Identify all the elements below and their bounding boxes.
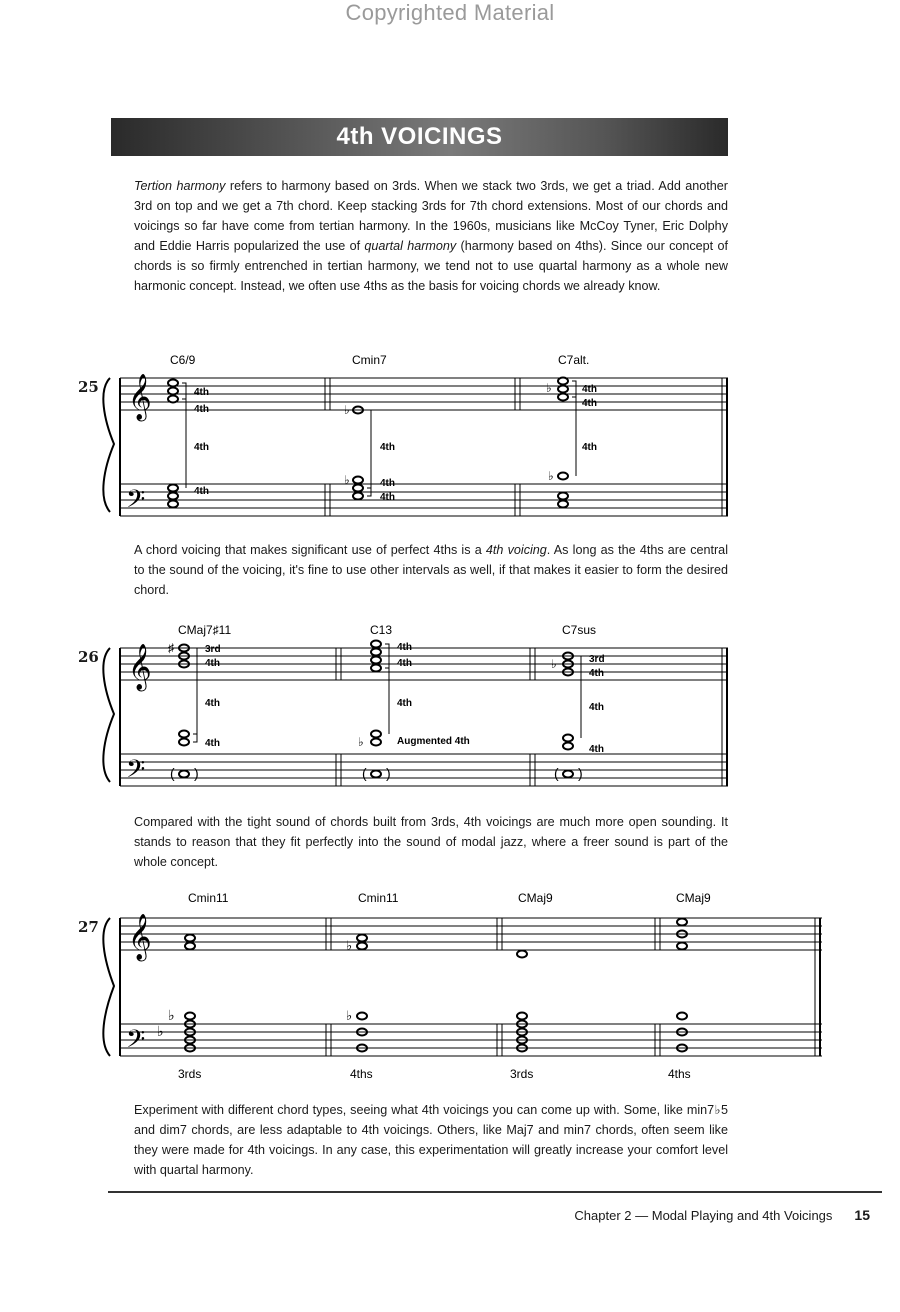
interval-label: 4th [397,642,412,653]
flat-icon: ♭ [344,403,350,417]
treble-clef-icon: 𝄞 [128,375,152,419]
interval-label: 4th [205,698,220,709]
sharp-icon: ♯ [168,641,174,655]
chord-symbol: CMaj7♯11 [178,623,232,637]
section-title-banner [111,118,728,156]
chord-symbol: CMaj9 [676,891,711,905]
paragraph-text: A chord voicing that makes significant use of perfect 4ths is a [134,543,486,557]
flat-icon: ♭ [358,735,364,749]
interval-label: 4th [194,387,209,398]
chord-symbol: Cmin11 [358,891,399,905]
interval-label: 4th [589,668,604,679]
interval-label: 4th [380,442,395,453]
interval-label: 4th [380,492,395,503]
svg-text:(: ( [170,765,175,781]
example-number-27: 27 [78,918,99,936]
interval-label: 4th [397,658,412,669]
copyright-watermark: Copyrighted Material [345,0,555,25]
paragraph-experiment: Experiment with different chord types, seeing what 4th voicings you can come up with. Some, like min7♭5 and dim7 chords, are less adaptable to 4th voicings. Others, like Maj7 and min7 chords, often seem like they were made for 4th voicings. In any case, this experimentation will greatly increase your comfort level with quartal harmony. [134,1103,728,1177]
music-example-27 [0,888,840,1088]
barlines [120,378,727,516]
bass-staff [120,1024,822,1056]
flat-icon: ♭ [548,469,554,483]
interval-label: 4th [194,404,209,415]
parentheses [170,765,583,781]
page-number: 15 [854,1207,870,1223]
key-signature-flat-icon: ♭ [168,1007,175,1023]
note-heads [179,641,573,778]
flat-icon: ♭ [346,1008,353,1023]
key-signature-flat-icon: ♭ [157,1023,164,1039]
grand-staff-brace [103,918,114,1056]
interval-brackets [182,381,576,496]
paragraph-4th-voicing [134,540,728,600]
interval-label: 4th [582,442,597,453]
interval-label: Augmented 4th [397,736,470,747]
interval-label: 3rd [205,644,221,655]
paragraph-tertian-harmony [134,176,728,296]
interval-label: 4th [589,744,604,755]
interval-brackets [193,644,581,742]
barlines [120,918,820,1056]
interval-label: 4th [194,442,209,453]
chapter-title: Chapter 2 — Modal Playing and 4th Voicings [574,1208,833,1223]
svg-text:): ) [386,765,391,781]
interval-label: 4th [582,398,597,409]
example-number-26: 26 [78,648,99,666]
bass-clef-icon: 𝄢 [126,486,146,519]
flat-icon: ♭ [546,381,552,395]
paragraph-text: (harmony based on 4ths). Since our concept of chords is so firmly entrenched in tertian harmony, we tend not to use quartal harmony as a whole new harmonic concept. Instead, we often use 4ths as the basis for voicing chords we already know. [134,239,728,293]
interval-label: 4th [205,658,220,669]
voicing-caption: 3rds [178,1067,202,1081]
svg-text:): ) [578,765,583,781]
music-example-26 [0,620,760,800]
svg-text:(: ( [362,765,367,781]
interval-label: 4th [205,738,220,749]
chord-symbol: CMaj9 [518,891,553,905]
voicing-caption: 3rds [510,1067,534,1081]
flat-icon: ♭ [346,938,353,953]
term-4th-voicing: 4th voicing [485,543,547,557]
paragraph-open-sounding: Compared with the tight sound of chords built from 3rds, 4th voicings are much more open sounding. It stands to reason that they fit perfectly into the sound of modal jazz, where a freer sound is part of the whole concept. [134,815,728,869]
voicing-caption: 4ths [350,1067,373,1081]
example-number-25: 25 [78,378,99,396]
music-example-25 [0,350,760,530]
term-tertian-harmony: Tertion harmony [134,179,226,193]
chord-symbol: C13 [370,623,393,637]
bass-clef-icon: 𝄢 [126,1026,146,1059]
grand-staff-brace [103,378,114,512]
bass-staff [120,754,728,786]
treble-staff [120,378,728,410]
accidentals [344,381,554,487]
bass-clef-icon: 𝄢 [126,756,146,789]
chord-symbol: Cmin7 [352,353,387,367]
treble-clef-icon: 𝄞 [128,915,152,959]
page-footer [574,1207,870,1223]
svg-text:): ) [194,765,199,781]
accidentals [168,641,557,749]
chord-symbol: C6/9 [170,353,196,367]
paragraph-text: . As long as the 4ths are central to the sound of the voicing, it's fine to use other intervals as well, if that makes it easier to form the desired chord. [134,543,728,597]
svg-text:(: ( [554,765,559,781]
chord-symbol: Cmin11 [188,891,229,905]
paragraph-text: refers to harmony based on 3rds. When we stack two 3rds, we get a triad. Add another 3rd on top and we get a 7th chord. Keep stacking 3rds for 7th chord extensions. Most of our chords and voicings so far have come from tertian harmony. In the 1960s, musicians like McCoy Tyner, Eric Dolphy and Eddie Harris popularized the use of [134,179,728,253]
interval-label: 4th [589,702,604,713]
chord-symbol: C7alt. [558,353,590,367]
treble-clef-icon: 𝄞 [128,645,152,689]
treble-staff [120,918,822,950]
term-quartal-harmony: quartal harmony [364,239,457,253]
interval-label: 4th [582,384,597,395]
flat-icon: ♭ [551,657,557,671]
interval-label: 4th [397,698,412,709]
chord-symbol: C7sus [562,623,597,637]
footer-rule [108,1191,882,1193]
flat-icon: ♭ [344,473,350,487]
section-title: 4th VOICINGS [336,123,503,150]
voicing-caption: 4ths [668,1067,691,1081]
interval-label: 4th [380,478,395,489]
interval-label: 3rd [589,654,605,665]
interval-label: 4th [194,486,209,497]
grand-staff-brace [103,648,114,782]
bass-staff [120,484,728,516]
interval-labels [205,642,605,755]
